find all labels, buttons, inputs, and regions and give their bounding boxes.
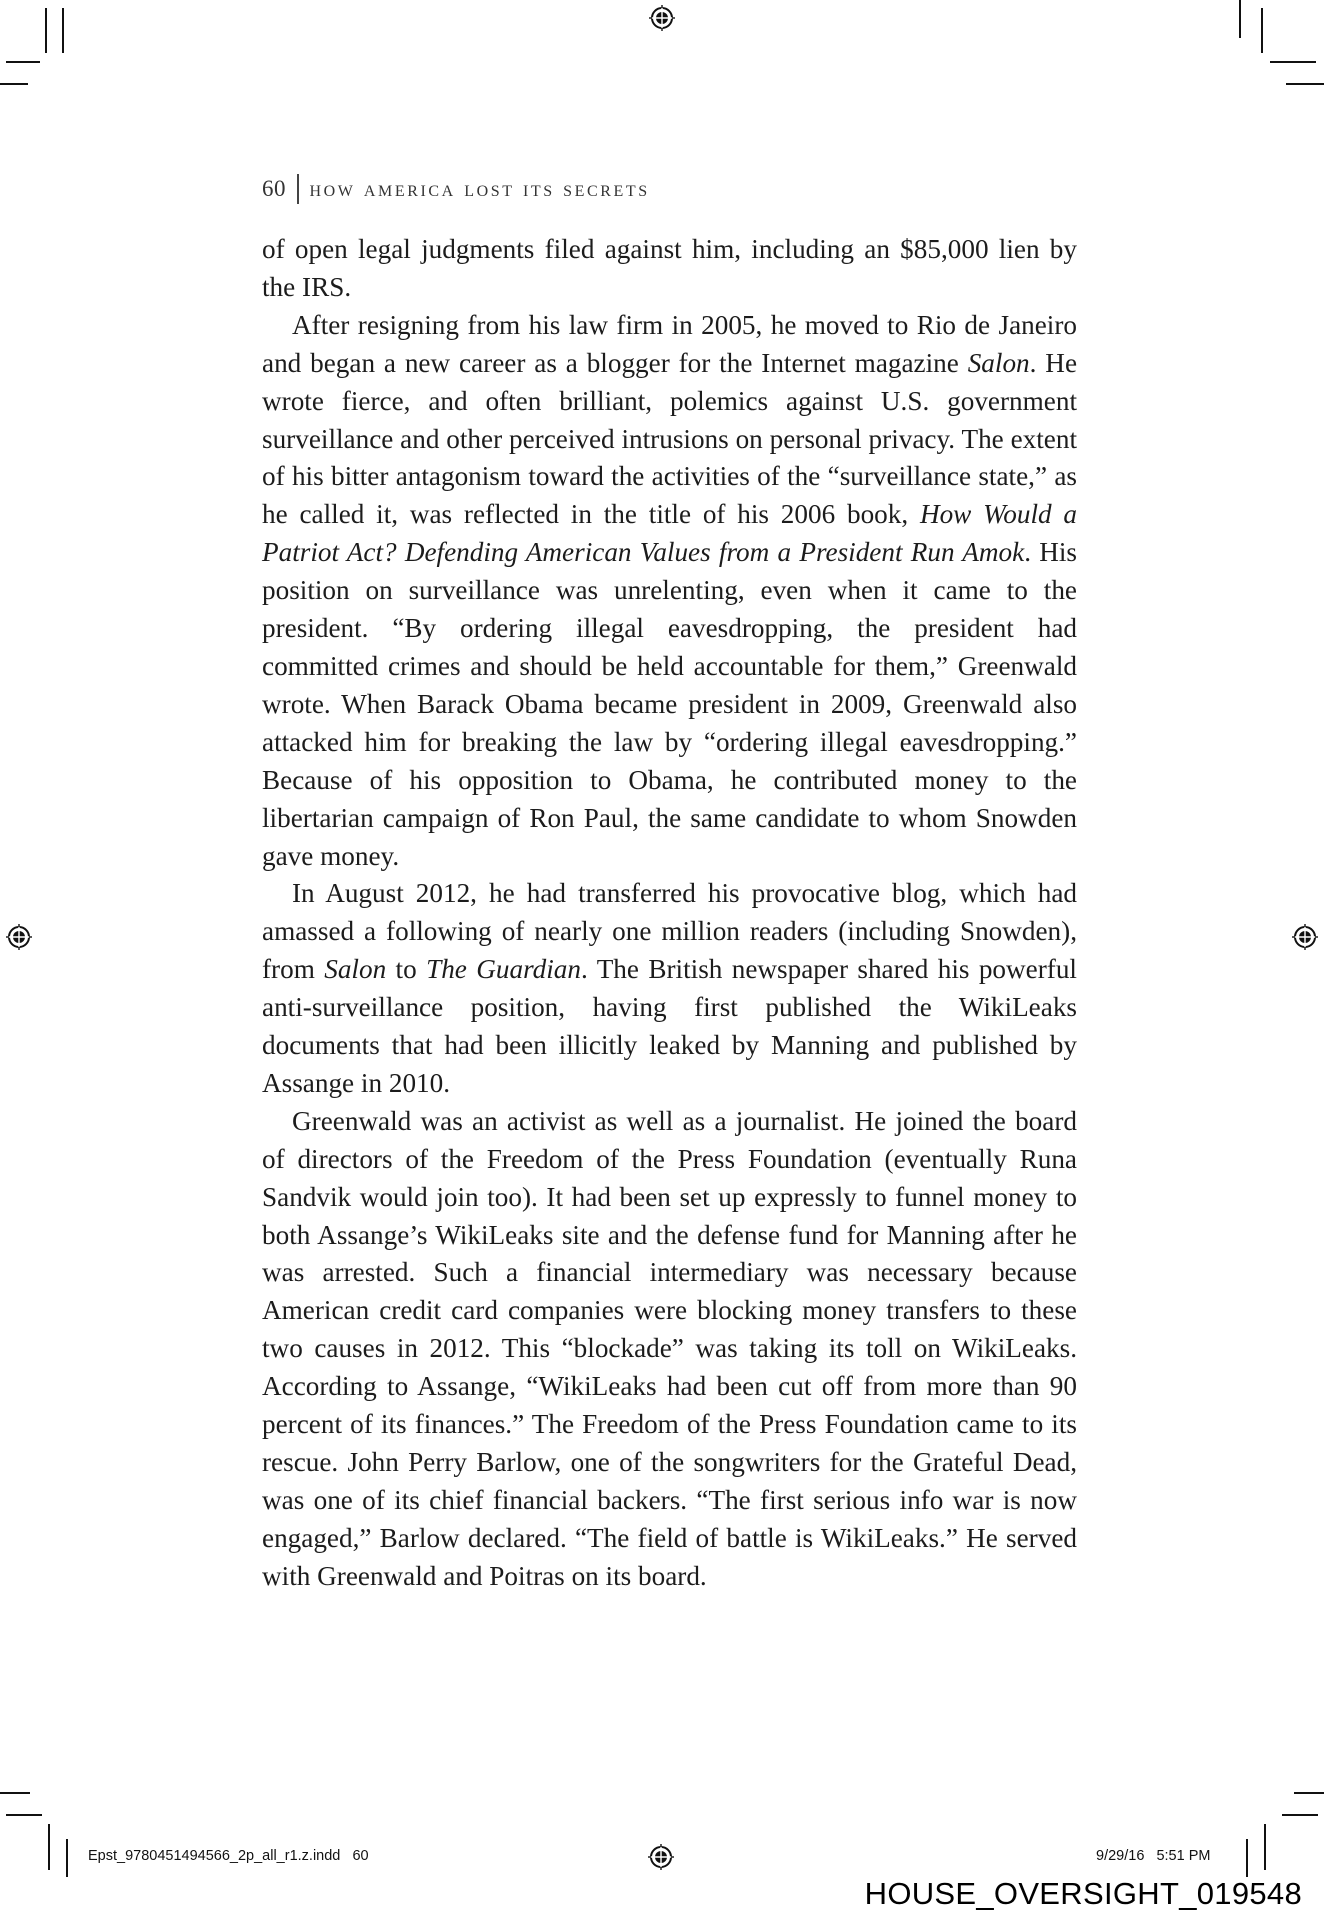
crop-mark-top-right-outer-h <box>1286 83 1324 85</box>
bates-number: HOUSE_OVERSIGHT_019548 <box>864 1876 1302 1911</box>
paragraph-2-text-3: . His position on surveillance was unrelenting, even when it came to the president. “By ordering illegal eavesdropping, the president had committed crimes and should be held accountable for them,” Greenwald wrote. When Barack Obama became president in 2009, Greenwald also attacked him for breaking the law by “ordering illegal eavesdropping.” Because of his opposition to Obama, he contributed money to the libertarian campaign of Ron Paul, the same candidate to whom Snowden gave money. <box>262 537 1077 871</box>
registration-mark-icon-right <box>1292 924 1318 950</box>
running-head <box>262 174 650 204</box>
paragraph-2-text-2: . He wrote fierce, and often brilliant, polemics against U.S. government surveillance and other perceived intrusions on personal privacy. The extent of his bitter antagonism toward the activities of the “surveillance state,” as he called it, was reflected in the title of his 2006 book, <box>262 347 1078 530</box>
paragraph-4-text: Greenwald was an activist as well as a journalist. He joined the board of directors of the Freedom of the Press Foundation (eventually Runa Sandvik would join too). It had been set up expressly to funnel money to both Assange’s WikiLeaks site and the defense fund for Manning after he was arrested. Such a financial intermediary was necessary because American credit card companies were blocking money transfers to these two causes in 2012. This “blockade” was taking its toll on WikiLeaks. According to Assange, “WikiLeaks had been cut off from more than 90 percent of its finances.” The Freedom of the Press Foundation came to its rescue. John Perry Barlow, one of the songwriters for the Grateful Dead, was one of its chief financial backers. “The first serious info war is now engaged,” Barlow declared. “The field of battle is WikiLeaks.” He served with Greenwald and Poitras on its board. <box>262 1105 1077 1591</box>
paragraph-4 <box>262 1103 1077 1596</box>
italic-the-guardian: The Guardian <box>426 954 581 985</box>
crop-mark-top-left-outer-v <box>62 8 64 53</box>
running-head-divider <box>297 174 299 204</box>
crop-mark-top-right-inner-v <box>1261 8 1263 53</box>
crop-mark-bottom-right-outer-h <box>1294 1792 1324 1794</box>
crop-mark-bottom-left-inner-v <box>48 1824 50 1870</box>
registration-mark-icon-left <box>6 924 32 950</box>
italic-salon-2: Salon <box>324 954 387 985</box>
italic-salon: Salon <box>967 347 1030 378</box>
italic-book-title: How Would a Patriot Act? Defending American Values from a President Run Amok <box>262 499 1077 568</box>
paragraph-3 <box>262 875 1077 1102</box>
slug-datetime: 9/29/16 5:51 PM <box>1096 1848 1211 1864</box>
crop-mark-top-left-inner-v <box>45 8 47 53</box>
crop-mark-bottom-right-inner-h <box>1282 1814 1318 1816</box>
paragraph-1 <box>262 231 1077 307</box>
crop-mark-bottom-left-outer-v <box>66 1839 68 1877</box>
book-title: how america lost its secrets <box>309 176 650 201</box>
slug-filename: Epst_9780451494566_2p_all_r1.z.indd 60 <box>88 1848 369 1864</box>
crop-mark-bottom-left-inner-h <box>6 1814 42 1816</box>
crop-mark-bottom-left-outer-h <box>0 1792 30 1794</box>
paragraph-3-text-1: In August 2012, he had transferred his provocative blog, which had amassed a following of nearly one million readers (including Snowden), from <box>262 878 1077 985</box>
crop-mark-bottom-right-inner-v <box>1264 1824 1266 1870</box>
registration-mark-icon-top <box>649 5 675 31</box>
crop-mark-top-right-inner-h <box>1270 61 1316 63</box>
paragraph-3-text-2: to <box>386 954 427 985</box>
registration-mark-icon-bottom <box>648 1844 674 1870</box>
crop-mark-top-left-outer-h <box>0 83 28 85</box>
paragraph-2-text-1: After resigning from his law firm in 2005, he moved to Rio de Janeiro and began a new career as a blogger for the Internet magazine <box>262 309 1077 378</box>
page-number: 60 <box>262 176 286 201</box>
body-text <box>262 231 1077 1596</box>
paragraph-1-text: of open legal judgments filed against him, including an $85,000 lien by the IRS. <box>262 234 1077 302</box>
crop-mark-top-right-outer-v <box>1239 0 1241 38</box>
paragraph-2 <box>262 307 1077 876</box>
crop-mark-top-left-inner-h <box>6 61 40 63</box>
paragraph-3-text-3: . The British newspaper shared his powerful anti-surveillance position, having first published the WikiLeaks documents that had been illicitly leaked by Manning and published by Assange in 2010. <box>262 954 1077 1098</box>
crop-mark-bottom-right-outer-v <box>1246 1839 1248 1877</box>
